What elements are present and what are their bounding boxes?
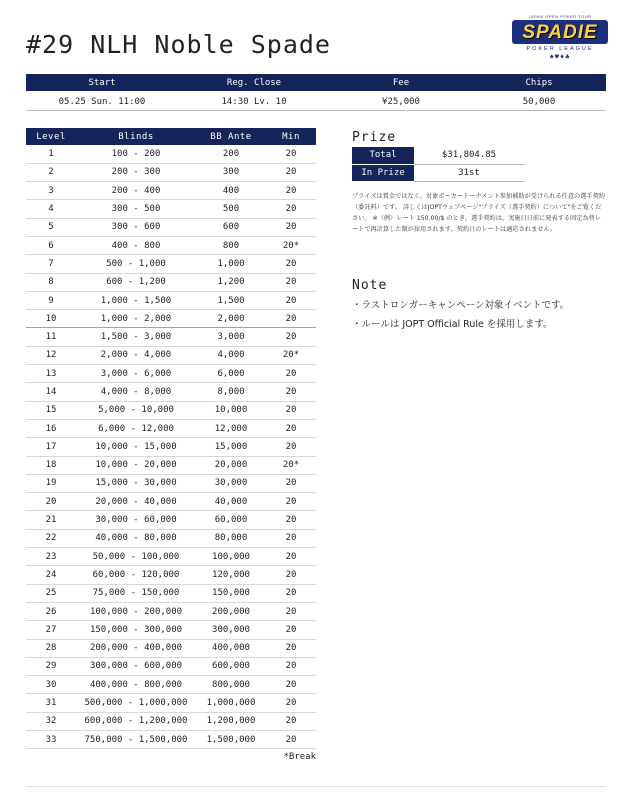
blinds-cell-blinds: 500 - 1,000 <box>76 255 196 273</box>
blinds-cell-blinds: 300,000 - 600,000 <box>76 657 196 675</box>
info-header-fee: Fee <box>392 77 410 88</box>
blinds-header-row <box>26 128 316 145</box>
blinds-cell-bb-ante: 3,000 <box>196 328 266 346</box>
blinds-cell-min: 20 <box>266 639 316 657</box>
blinds-cell-level: 26 <box>26 602 76 620</box>
table-row <box>26 566 316 584</box>
blinds-cell-min: 20 <box>266 566 316 584</box>
info-value-row <box>26 93 606 111</box>
table-row <box>26 273 316 291</box>
blinds-cell-blinds: 500,000 - 1,000,000 <box>76 694 196 712</box>
blinds-cell-blinds: 100,000 - 200,000 <box>76 602 196 620</box>
blinds-cell-blinds: 200 - 400 <box>76 182 196 200</box>
blinds-cell-min: 20 <box>266 145 316 163</box>
blinds-cell-level: 24 <box>26 566 76 584</box>
blinds-header-level: Level <box>26 128 76 145</box>
blinds-cell-bb-ante: 400,000 <box>196 639 266 657</box>
blinds-cell-level: 22 <box>26 529 76 547</box>
prize-table <box>352 147 524 182</box>
table-row <box>26 163 316 181</box>
table-row <box>26 346 316 364</box>
blinds-cell-level: 16 <box>26 419 76 437</box>
blinds-cell-bb-ante: 1,000 <box>196 255 266 273</box>
blinds-cell-bb-ante: 15,000 <box>196 438 266 456</box>
blinds-cell-level: 32 <box>26 712 76 730</box>
table-row <box>26 712 316 730</box>
blinds-cell-level: 30 <box>26 676 76 694</box>
table-row <box>26 639 316 657</box>
blinds-cell-blinds: 60,000 - 120,000 <box>76 566 196 584</box>
blinds-cell-bb-ante: 8,000 <box>196 383 266 401</box>
blinds-cell-min: 20 <box>266 529 316 547</box>
info-value-fee: ¥25,000 <box>382 96 420 107</box>
blinds-cell-min: 20 <box>266 676 316 694</box>
blinds-cell-min: 20 <box>266 657 316 675</box>
blinds-cell-blinds: 30,000 - 60,000 <box>76 511 196 529</box>
blinds-cell-bb-ante: 400 <box>196 182 266 200</box>
blinds-cell-level: 4 <box>26 200 76 218</box>
prize-label: Total <box>352 147 414 164</box>
prize-row <box>352 164 524 181</box>
note-heading: Note <box>352 278 388 293</box>
table-row <box>26 236 316 254</box>
info-value-chips: 50,000 <box>522 96 556 107</box>
blinds-cell-level: 28 <box>26 639 76 657</box>
blinds-cell-bb-ante: 20,000 <box>196 456 266 474</box>
prize-heading: Prize <box>352 130 397 145</box>
blinds-cell-bb-ante: 800,000 <box>196 676 266 694</box>
logo-badge-text: SPADIE <box>512 20 608 44</box>
blinds-cell-level: 15 <box>26 401 76 419</box>
table-row <box>26 529 316 547</box>
card-suits-icon: ♠♥♦♣ <box>549 53 571 61</box>
blinds-cell-bb-ante: 1,000,000 <box>196 694 266 712</box>
info-header-reg-close: Reg. Close <box>226 77 282 88</box>
blinds-cell-min: 20* <box>266 456 316 474</box>
blinds-cell-blinds: 2,000 - 4,000 <box>76 346 196 364</box>
blinds-cell-blinds: 300 - 600 <box>76 218 196 236</box>
blinds-cell-min: 20 <box>266 255 316 273</box>
blinds-cell-blinds: 75,000 - 150,000 <box>76 584 196 602</box>
blinds-cell-blinds: 5,000 - 10,000 <box>76 401 196 419</box>
blinds-cell-level: 18 <box>26 456 76 474</box>
table-row <box>26 657 316 675</box>
logo-top-text: JAPAN OPEN POKER TOUR <box>528 14 592 19</box>
blinds-cell-min: 20 <box>266 548 316 566</box>
blinds-cell-blinds: 10,000 - 20,000 <box>76 456 196 474</box>
break-note: *Break <box>283 752 316 762</box>
blinds-cell-level: 5 <box>26 218 76 236</box>
table-row <box>26 145 316 163</box>
blinds-cell-blinds: 50,000 - 100,000 <box>76 548 196 566</box>
blinds-cell-level: 31 <box>26 694 76 712</box>
info-header-row <box>26 74 606 91</box>
table-row <box>26 602 316 620</box>
blinds-cell-blinds: 150,000 - 300,000 <box>76 621 196 639</box>
blinds-header-bb-ante: BB Ante <box>196 128 266 145</box>
table-row <box>26 310 316 328</box>
table-row <box>26 731 316 749</box>
table-row <box>26 291 316 309</box>
table-row <box>26 383 316 401</box>
blinds-cell-min: 20 <box>266 511 316 529</box>
blinds-cell-level: 29 <box>26 657 76 675</box>
blinds-cell-bb-ante: 600,000 <box>196 657 266 675</box>
blinds-cell-bb-ante: 40,000 <box>196 493 266 511</box>
page-title: #29 NLH Noble Spade <box>26 30 331 59</box>
table-row <box>26 328 316 346</box>
blinds-cell-blinds: 6,000 - 12,000 <box>76 419 196 437</box>
blinds-cell-bb-ante: 200 <box>196 145 266 163</box>
blinds-cell-min: 20 <box>266 273 316 291</box>
blinds-cell-blinds: 600 - 1,200 <box>76 273 196 291</box>
blinds-cell-blinds: 1,000 - 2,000 <box>76 310 196 328</box>
blinds-cell-blinds: 4,000 - 8,000 <box>76 383 196 401</box>
blinds-cell-min: 20 <box>266 365 316 383</box>
blinds-cell-level: 27 <box>26 621 76 639</box>
blinds-cell-blinds: 3,000 - 6,000 <box>76 365 196 383</box>
blinds-cell-bb-ante: 10,000 <box>196 401 266 419</box>
blinds-cell-blinds: 15,000 - 30,000 <box>76 474 196 492</box>
logo-sub-text: POKER LEAGUE <box>526 46 594 52</box>
blinds-cell-min: 20 <box>266 731 316 749</box>
prize-value: 31st <box>414 164 524 181</box>
footer-divider <box>26 786 606 787</box>
table-row <box>26 474 316 492</box>
blinds-cell-level: 10 <box>26 310 76 328</box>
blinds-cell-bb-ante: 100,000 <box>196 548 266 566</box>
table-row <box>26 255 316 273</box>
table-row <box>26 218 316 236</box>
blinds-cell-blinds: 40,000 - 80,000 <box>76 529 196 547</box>
blinds-cell-level: 21 <box>26 511 76 529</box>
blinds-cell-min: 20 <box>266 602 316 620</box>
blinds-cell-bb-ante: 6,000 <box>196 365 266 383</box>
blinds-cell-min: 20 <box>266 310 316 328</box>
blinds-header-min: Min <box>266 128 316 145</box>
blinds-cell-blinds: 400,000 - 800,000 <box>76 676 196 694</box>
blinds-cell-min: 20 <box>266 291 316 309</box>
blinds-cell-level: 1 <box>26 145 76 163</box>
info-header-chips: Chips <box>525 77 553 88</box>
note-list <box>352 296 608 334</box>
blinds-cell-bb-ante: 12,000 <box>196 419 266 437</box>
info-header-start: Start <box>88 77 116 88</box>
blinds-cell-min: 20 <box>266 694 316 712</box>
blinds-cell-bb-ante: 300 <box>196 163 266 181</box>
blinds-cell-min: 20* <box>266 236 316 254</box>
blinds-cell-bb-ante: 30,000 <box>196 474 266 492</box>
blinds-cell-min: 20* <box>266 346 316 364</box>
blinds-cell-level: 33 <box>26 731 76 749</box>
table-row <box>26 401 316 419</box>
blinds-cell-blinds: 200,000 - 400,000 <box>76 639 196 657</box>
table-row <box>26 438 316 456</box>
blinds-cell-min: 20 <box>266 200 316 218</box>
blinds-cell-blinds: 1,500 - 3,000 <box>76 328 196 346</box>
blinds-cell-blinds: 300 - 500 <box>76 200 196 218</box>
prize-disclaimer: プライズは賞金ではなく、対象ポーカートーナメント参加補助が受けられる任意の選手契約（委託料）です。 詳しくはJOPTウェブページ"プライズ（選手契約）について"をご覧ください。 ※（例）レート 150.00/$ のとき。選手契約は、実施日日前に発表する固定為替レートで再計算した額が採用されます。契約日のレートは適応されません。 <box>352 193 605 233</box>
blinds-table <box>26 128 316 749</box>
blinds-cell-bb-ante: 200,000 <box>196 602 266 620</box>
blinds-cell-blinds: 600,000 - 1,200,000 <box>76 712 196 730</box>
blinds-cell-min: 20 <box>266 493 316 511</box>
info-value-reg-close: 14:30 Lv. 10 <box>221 96 287 107</box>
blinds-cell-blinds: 100 - 200 <box>76 145 196 163</box>
blinds-cell-min: 20 <box>266 474 316 492</box>
blinds-header-blinds: Blinds <box>76 128 196 145</box>
blinds-cell-min: 20 <box>266 621 316 639</box>
blinds-cell-blinds: 750,000 - 1,500,000 <box>76 731 196 749</box>
prize-label: In Prize <box>352 164 414 181</box>
blinds-cell-bb-ante: 500 <box>196 200 266 218</box>
blinds-cell-level: 25 <box>26 584 76 602</box>
table-row <box>26 621 316 639</box>
blinds-cell-level: 19 <box>26 474 76 492</box>
info-value-start: 05.25 Sun. 11:00 <box>58 96 146 107</box>
blinds-cell-min: 20 <box>266 328 316 346</box>
table-row <box>26 365 316 383</box>
prize-row <box>352 147 524 164</box>
blinds-cell-level: 9 <box>26 291 76 309</box>
blinds-cell-min: 20 <box>266 163 316 181</box>
blinds-cell-level: 14 <box>26 383 76 401</box>
table-row <box>26 511 316 529</box>
table-row <box>26 676 316 694</box>
list-item: ・ ラストロンガーキャンペーン対象イベントです。 <box>352 296 608 315</box>
blinds-cell-level: 7 <box>26 255 76 273</box>
blinds-cell-level: 6 <box>26 236 76 254</box>
blinds-cell-level: 11 <box>26 328 76 346</box>
blinds-cell-bb-ante: 120,000 <box>196 566 266 584</box>
blinds-cell-bb-ante: 150,000 <box>196 584 266 602</box>
blinds-cell-level: 12 <box>26 346 76 364</box>
blinds-cell-blinds: 10,000 - 15,000 <box>76 438 196 456</box>
blinds-cell-bb-ante: 80,000 <box>196 529 266 547</box>
blinds-cell-min: 20 <box>266 182 316 200</box>
blinds-cell-blinds: 400 - 800 <box>76 236 196 254</box>
blinds-cell-level: 20 <box>26 493 76 511</box>
blinds-cell-level: 23 <box>26 548 76 566</box>
blinds-cell-bb-ante: 800 <box>196 236 266 254</box>
spadie-logo <box>512 14 608 66</box>
blinds-cell-bb-ante: 60,000 <box>196 511 266 529</box>
blinds-cell-min: 20 <box>266 419 316 437</box>
blinds-cell-level: 2 <box>26 163 76 181</box>
blinds-cell-level: 13 <box>26 365 76 383</box>
blinds-cell-bb-ante: 2,000 <box>196 310 266 328</box>
prize-value: $31,804.85 <box>414 147 524 164</box>
table-row <box>26 200 316 218</box>
table-row <box>26 584 316 602</box>
blinds-cell-min: 20 <box>266 383 316 401</box>
blinds-cell-min: 20 <box>266 438 316 456</box>
blinds-cell-min: 20 <box>266 712 316 730</box>
blinds-cell-bb-ante: 1,500,000 <box>196 731 266 749</box>
blinds-cell-level: 8 <box>26 273 76 291</box>
blinds-cell-bb-ante: 1,500 <box>196 291 266 309</box>
table-row <box>26 456 316 474</box>
blinds-cell-blinds: 200 - 300 <box>76 163 196 181</box>
blinds-cell-bb-ante: 1,200 <box>196 273 266 291</box>
blinds-cell-level: 17 <box>26 438 76 456</box>
table-row <box>26 694 316 712</box>
blinds-cell-blinds: 1,000 - 1,500 <box>76 291 196 309</box>
blinds-cell-bb-ante: 4,000 <box>196 346 266 364</box>
blinds-cell-blinds: 20,000 - 40,000 <box>76 493 196 511</box>
blinds-cell-bb-ante: 1,200,000 <box>196 712 266 730</box>
table-row <box>26 182 316 200</box>
table-row <box>26 493 316 511</box>
blinds-cell-bb-ante: 300,000 <box>196 621 266 639</box>
table-row <box>26 548 316 566</box>
list-item: ・ ルールは JOPT Official Rule を採用します。 <box>352 315 608 334</box>
table-row <box>26 419 316 437</box>
blinds-cell-bb-ante: 600 <box>196 218 266 236</box>
blinds-cell-min: 20 <box>266 401 316 419</box>
blinds-cell-min: 20 <box>266 584 316 602</box>
blinds-cell-level: 3 <box>26 182 76 200</box>
blinds-cell-min: 20 <box>266 218 316 236</box>
